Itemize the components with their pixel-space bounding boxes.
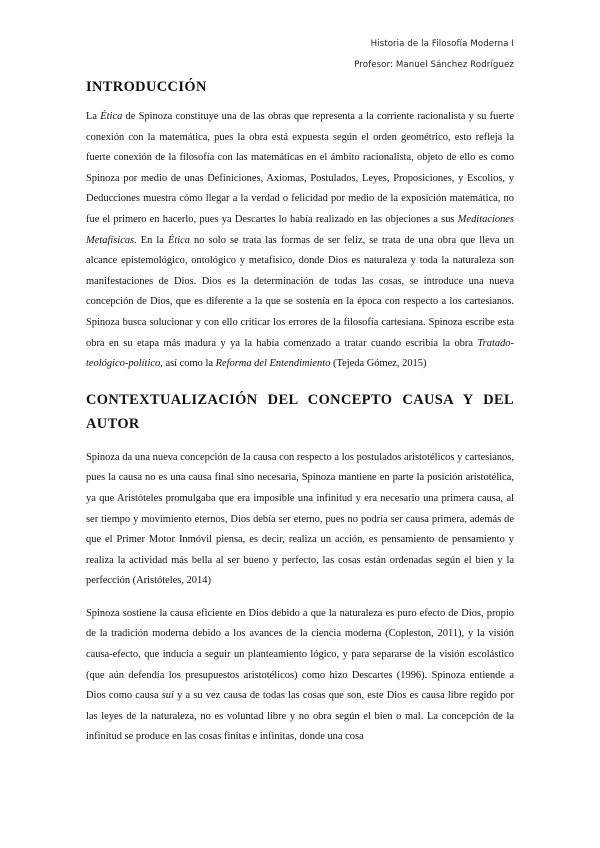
header-professor: Profesor: Manuel Sánchez Rodríguez: [354, 60, 514, 70]
paragraph-context-2: Spinoza sostiene la causa eficiente en Dios debido a que la naturaleza es puro efecto de Dios, propio de la tradición moderna debido a los avances de la ciencia moderna (Copleston, 2011), y la visión causa-efecto, que inducía a seguir un planteamiento lógico, y para separarse de la visión escolástico (que aún defendía los presupuestos aristotélicos) como hizo Descartes (1996). Spinoza entiende a Dios como causa sui y a su vez causa de todas las cosas que son, este Dios es causa libre regido por las leyes de la naturaleza, no es voluntad libre y no obra según el bien o mal. La concepción de la infinitud se produce en las cosas finitas e infinitas, donde una cosa: [86, 607, 514, 743]
section-title-introduction: INTRODUCCIÓN: [86, 79, 207, 95]
paragraph-context-1: Spinoza da una nueva concepción de la causa con respecto a los postulados aristotélicos y cartesianos, pues la causa no es una causa final sino necesaria, Spinoza mantiene en parte la posición aristotélica, ya que Aristóteles promulgaba que era imposible una infinitud y era necesario una primera causa, al ser tiempo y movimiento eternos, Dios debía ser eterno, pues no podría ser causa primera, además de que el Primer Motor Inmóvil piensa, es decir, realiza un acción, es pensamiento de pensamiento y realiza la actividad más bella al ser bueno y perfecto, las cosas están ordenadas según el bien y la perfección (Aristóteles, 2014): [86, 451, 514, 587]
section-title-context: CONTEXTUALIZACIÓN DEL CONCEPTO CAUSA Y DEL AUTOR: [86, 391, 514, 432]
paragraph-introduction: La Ética de Spinoza constituye una de las obras que representa a la corriente racionalista y su fuerte conexión con la matemática, pues la obra está expuesta según el orden geométrico, esto refleja la fuerte conexión de la filosofía con las matemáticas en el ámbito racionalista, objeto de ello es como Spinoza por medio de unas Definiciones, Axiomas, Postulados, Leyes, Proposiciones, y Escolios, y Deducciones muestra cómo llegar a la verdad o felicidad por medio de la exposición matemática, no fue el primero en hacerlo, pues ya Descartes lo había realizado en las objeciones a sus Meditaciones Metafísicas. En la Ética no solo se trata las formas de ser feliz, se trata de una obra que lleva un alcance epistemológico, ontológico y metafísico, donde Dios es naturaleza y toda la naturaleza son manifestaciones de Dios. Dios es la determinación de todas las cosas, se introduce una nueva concepción de Dios, que es diferente a la que se sostenía en la época con respecto a los cartesianos. Spinoza busca solucionar y con ello criticar los errores de la filosofía cartesiana. Spinoza escribe esta obra en su etapa más madura y ya la había comenzado a tratar cuando escribía la obra Tratado-teológico-político, así como la Reforma del Entendimiento (Tejeda Gómez, 2015): [86, 111, 514, 370]
header-course: Historia de la Filosofía Moderna I: [370, 39, 514, 49]
document-body: [86, 79, 514, 748]
